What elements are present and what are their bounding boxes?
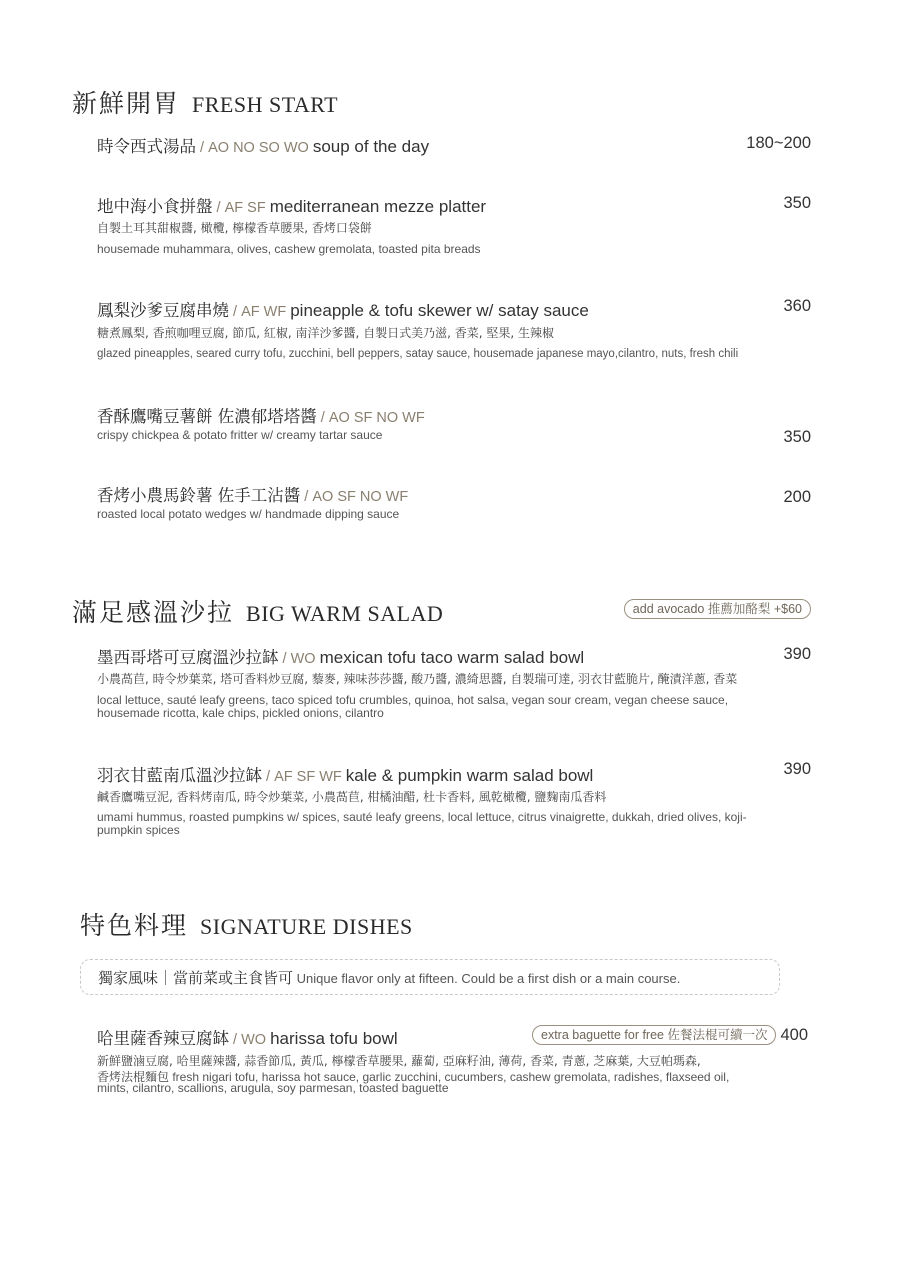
section-title-en: BIG WARM SALAD — [246, 601, 444, 626]
item-price: 200 — [783, 488, 811, 506]
item-name-en: mediterranean mezze platter — [269, 197, 487, 216]
menu-item-title — [97, 193, 486, 217]
signature-note-box — [80, 959, 780, 995]
item-desc-en: roasted local potato wedges w/ handmade dipping sauce — [97, 507, 400, 521]
item-price: 350 — [783, 194, 811, 212]
item-desc-en-2: mints, cilantro, scallions, arugula, soy parmesan, toasted baguette — [97, 1081, 449, 1095]
item-desc-zh: 小農萵苣, 時令炒葉菜, 塔可香料炒豆腐, 藜麥, 辣味莎莎醬, 酸乃醬, 濃綺思醬, 自製瑞可達, 羽衣甘藍脆片, 醃漬洋蔥, 香菜 — [97, 672, 738, 686]
menu-item-title — [97, 133, 429, 157]
item-name-zh: 時令西式湯品 — [97, 137, 196, 156]
section-title-en: FRESH START — [192, 92, 339, 117]
menu-item-title — [97, 762, 593, 786]
note-zh: 獨家風味｜當前菜或主食皆可 — [98, 969, 294, 987]
menu-item-title — [97, 1025, 398, 1049]
menu-item-title — [97, 644, 584, 668]
item-tags: / AF SF — [212, 200, 270, 216]
item-desc-en: housemade muhammara, olives, cashew gremolata, toasted pita breads — [97, 242, 481, 256]
section-title-zh: 滿足感溫沙拉 — [72, 598, 235, 627]
item-price: 360 — [783, 297, 811, 315]
item-tags: / AO SF NO WF — [316, 410, 425, 426]
menu-item-title — [97, 482, 408, 506]
item-tags: / WO — [229, 1032, 271, 1048]
item-tags: / AO SF NO WF — [300, 489, 409, 505]
item-name-zh: 鳳梨沙爹豆腐串燒 — [97, 301, 229, 320]
item-desc-en: crispy chickpea & potato fritter w/ creamy tartar sauce — [97, 428, 383, 442]
section-title-zh: 特色料理 — [80, 911, 189, 940]
item-name-zh: 哈里薩香辣豆腐缽 — [97, 1029, 229, 1048]
addon-badge: add avocado 推薦加酪梨 +$60 — [624, 599, 811, 619]
item-price: 350 — [783, 428, 811, 446]
item-desc-zh: 新鮮鹽滷豆腐, 哈里薩辣醬, 蒜香節瓜, 黃瓜, 檸檬香草腰果, 蘿蔔, 亞麻籽油, 薄荷, 香菜, 青蔥, 芝麻葉, 大豆帕瑪森, — [97, 1054, 701, 1068]
item-tags: / AO NO SO WO — [196, 140, 313, 156]
item-desc-zh: 鹹香鷹嘴豆泥, 香料烤南瓜, 時令炒葉菜, 小農萵苣, 柑橘油醋, 杜卡香料, 風乾橄欖, 鹽麴南瓜香料 — [97, 790, 607, 804]
item-name-en: harissa tofu bowl — [270, 1029, 398, 1048]
item-desc-zh: 糖煮鳳梨, 香煎咖哩豆腐, 節瓜, 紅椒, 南洋沙爹醬, 自製日式美乃滋, 香菜, 堅果, 生辣椒 — [97, 326, 555, 340]
item-desc-en: fresh nigari tofu, harissa hot sauce, garlic zucchini, cucumbers, cashew gremolata, radishes, flaxseed oil, — [169, 1070, 730, 1084]
item-name-zh: 墨西哥塔可豆腐溫沙拉缽 — [97, 648, 279, 667]
item-desc-en: local lettuce, sauté leafy greens, taco spiced tofu crumbles, quinoa, hot salsa, vegan sour cream, vegan cheese sauce, housemade ricotta, kale chips, pickled onions, cilantro — [97, 693, 729, 720]
item-price: 390 — [783, 760, 811, 778]
menu-item-title — [97, 403, 425, 427]
item-name-zh: 香酥鷹嘴豆薯餅 佐濃郁塔塔醬 — [97, 407, 317, 426]
section-heading-big-warm-salad — [72, 593, 443, 629]
item-name-en: mexican tofu taco warm salad bowl — [319, 648, 585, 667]
item-name-en: kale & pumpkin warm salad bowl — [345, 766, 594, 785]
item-tags: / AF WF — [229, 304, 291, 320]
item-tags: / WO — [278, 651, 320, 667]
item-price: 180~200 — [746, 134, 811, 152]
item-name-zh: 香烤小農馬鈴薯 佐手工沾醬 — [97, 486, 301, 505]
section-heading-fresh-start — [72, 84, 338, 120]
item-desc-zh: 自製土耳其甜椒醬, 橄欖, 檸檬香草腰果, 香烤口袋餅 — [97, 221, 372, 235]
item-tags: / AF SF WF — [262, 769, 346, 785]
section-title-en: SIGNATURE DISHES — [200, 914, 413, 939]
item-price: 400 — [780, 1026, 808, 1044]
item-desc-zh-2: 香烤法棍麵包 — [97, 1070, 170, 1084]
item-name-zh: 地中海小食拼盤 — [97, 197, 213, 216]
item-desc-en: umami hummus, roasted pumpkins w/ spices, sauté leafy greens, local lettuce, citrus vinaigrette, dukkah, dried olives, koji-pumpkin spices — [97, 810, 747, 837]
section-title-zh: 新鮮開胃 — [72, 89, 181, 118]
item-desc-en: glazed pineapples, seared curry tofu, zucchini, bell peppers, satay sauce, housemade japanese mayo,cilantro, nuts, fresh chili — [97, 348, 739, 360]
menu-item-title — [97, 297, 589, 321]
free-baguette-badge: extra baguette for free 佐餐法棍可續一次 — [532, 1025, 776, 1045]
item-price: 390 — [783, 645, 811, 663]
item-name-en: pineapple & tofu skewer w/ satay sauce — [290, 301, 589, 320]
item-name-zh: 羽衣甘藍南瓜溫沙拉缽 — [97, 766, 262, 785]
note-en: Unique flavor only at fifteen. Could be a first dish or a main course. — [293, 971, 681, 986]
section-heading-signature-dishes — [80, 906, 413, 942]
item-name-en: soup of the day — [312, 137, 430, 156]
